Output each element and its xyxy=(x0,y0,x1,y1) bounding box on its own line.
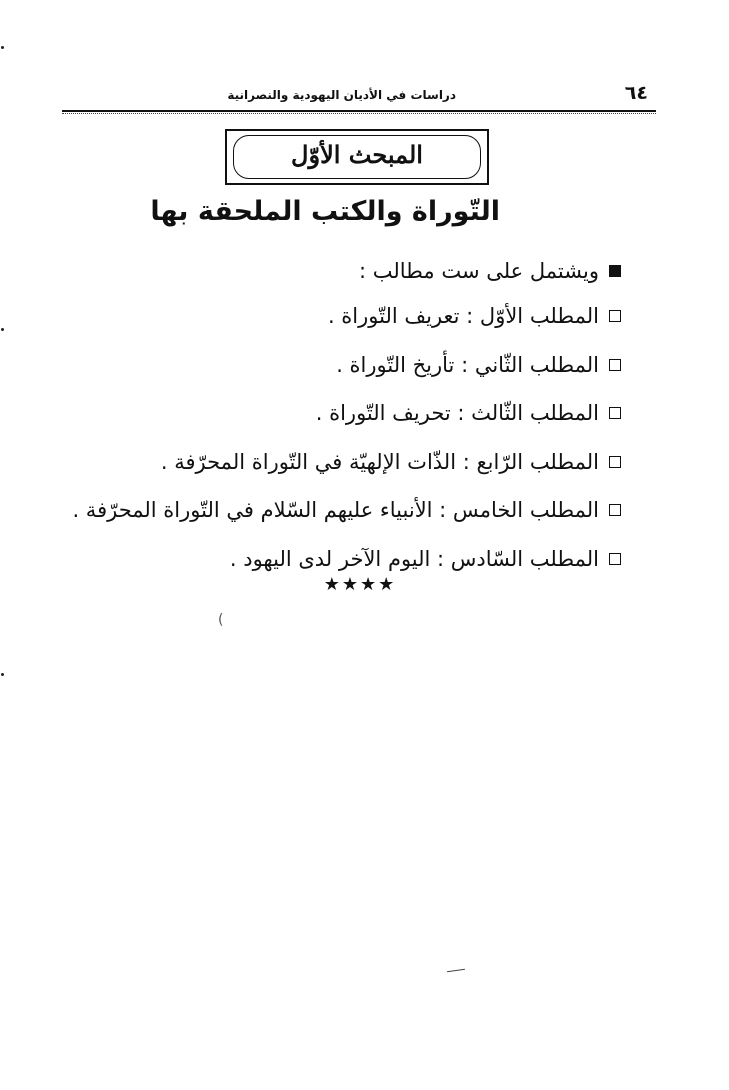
list-item-text: المطلب الثّاني : تأريخ التّوراة . xyxy=(336,352,599,377)
list-item-text: المطلب الخامس : الأنبياء عليهم السّلام في التّوراة المحرّفة . xyxy=(72,498,599,523)
list-item xyxy=(120,341,621,390)
hollow-square-bullet-icon xyxy=(609,504,621,516)
running-header xyxy=(62,82,656,108)
list-item xyxy=(120,389,621,438)
stray-mark: ( xyxy=(218,612,224,628)
hollow-square-bullet-icon xyxy=(609,310,621,322)
scan-speck xyxy=(1,46,4,49)
hollow-square-bullet-icon xyxy=(609,456,621,468)
hollow-square-bullet-icon xyxy=(609,359,621,371)
hollow-square-bullet-icon xyxy=(609,407,621,419)
section-title: المبحث الأوّل xyxy=(291,140,423,169)
list-item-text: المطلب الأوّل : تعريف التّوراة . xyxy=(327,304,599,329)
header-rule xyxy=(62,110,656,114)
list-item xyxy=(120,438,621,487)
filled-square-bullet-icon xyxy=(609,265,621,277)
list-item xyxy=(120,292,621,341)
list-item-text: المطلب الثّالث : تحريف التّوراة . xyxy=(315,401,599,426)
intro-text: ويشتمل على ست مطالب : xyxy=(359,259,599,283)
chapter-title: التّوراة والكتب الملحقة بها xyxy=(150,196,500,227)
running-title: دراسات في الأديان اليهودية والنصرانية xyxy=(227,88,456,102)
section-contents xyxy=(72,250,621,583)
list-item-text: المطلب السّادس : اليوم الآخر لدى اليهود . xyxy=(229,546,599,571)
section-end-stars: ★★★★ xyxy=(323,574,397,595)
scan-speck xyxy=(1,673,4,676)
scan-speck xyxy=(1,328,4,331)
hollow-square-bullet-icon xyxy=(609,553,621,565)
intro-line xyxy=(120,250,621,292)
stray-dash xyxy=(447,969,465,972)
list-item-text: المطلب الرّابع : الذّات الإلهيّة في التّوراة المحرّفة . xyxy=(160,449,599,474)
list-item xyxy=(72,486,621,535)
page-number: ٦٤ xyxy=(624,82,648,104)
section-heading-frame xyxy=(225,129,489,185)
